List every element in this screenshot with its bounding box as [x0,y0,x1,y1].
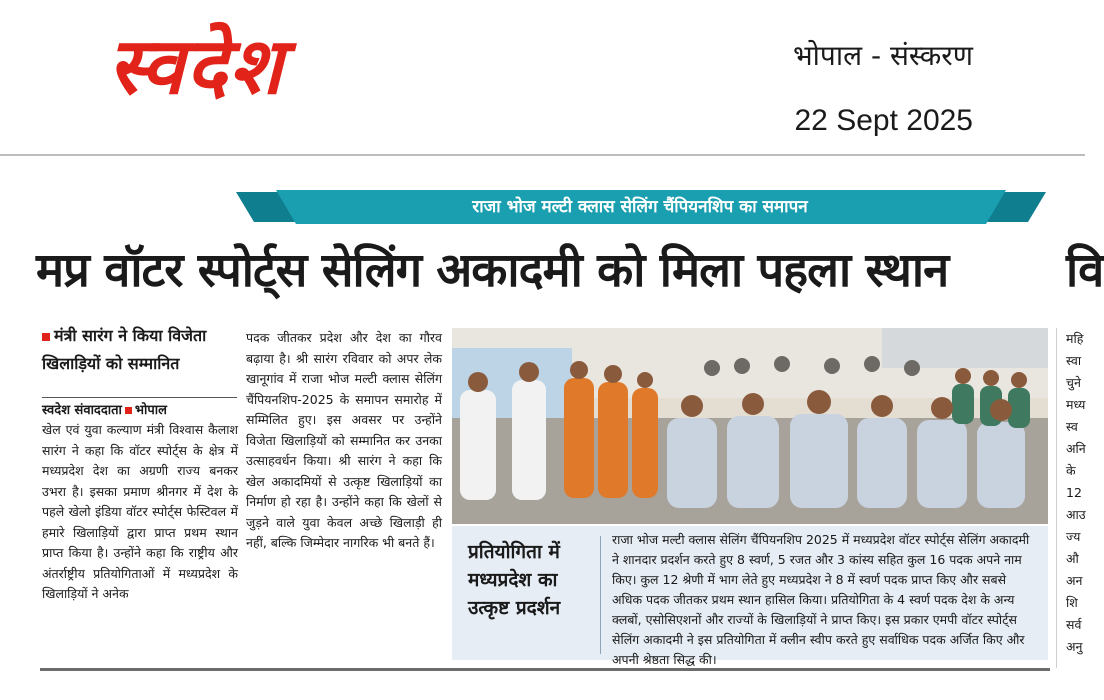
adjacent-headline-fragment: वि [1066,243,1104,298]
byline-city: भोपाल [134,403,167,418]
masthead-logo: स्वदेश [108,21,285,112]
article-headline: मप्र वॉटर स्पोर्ट्स सेलिंग अकादमी को मिला पहला स्थान [36,243,949,298]
bullet-square-icon [125,407,132,414]
bottom-divider [40,668,1050,671]
adjacent-line: स्वा [1066,353,1082,368]
group-photo [452,328,1048,524]
caption-text: राजा भोज मल्टी क्लास सेलिंग चैंपियनशिप 2025 में मध्यप्रदेश वॉटर स्पोर्ट्स सेलिंग अकादमी ने शानदार प्रदर्शन करते हुए 8 स्वर्ण, 5 रजत और 3 कांस्य सहित कुल 16 पदक अपने नाम किए। कुल 12 श्रेणी में भाग लेते हुए मध्यप्रदेश ने 8 में स्वर्ण पदक प्राप्त किए और सबसे अधिक पदक जीतकर प्रथम स्थान हासिल किया। प्रतियोगिता के 4 स्वर्ण पदक देश के अन्य क्लबों, एसोसिएशनों और राज्यों के खिलाड़ियों ने प्राप्त किए। इस प्रकार एमपी वॉटर स्पोर्ट्स सेलिंग अकादमी ने इस प्रतियोगिता में क्लीन स्वीप करते हुए सर्वाधिक पदक अर्जित किए और अपनी श्रेष्ठता सिद्ध की। [612,532,1030,667]
adjacent-line: स्व [1066,419,1078,434]
adjacent-line: अन [1066,573,1083,588]
adjacent-line: आउ [1066,507,1086,522]
group-photo-illustration [452,328,1048,524]
adjacent-line: 12 [1066,485,1082,500]
adjacent-line: महि [1066,331,1084,346]
caption-divider [600,536,601,654]
bullet-square-icon [42,333,50,341]
masthead-divider [0,154,1085,156]
adjacent-line: शि [1066,595,1078,610]
adjacent-line: औ [1066,551,1079,566]
article-kicker: राजा भोज मल्टी क्लास सेलिंग चैंपियनशिप का समापन [472,197,808,217]
adjacent-line: अनु [1066,639,1083,654]
byline-agency: स्वदेश संवाददाता [42,403,122,418]
adjacent-line: अनि [1066,441,1086,456]
article-body-column-2: पदक जीतकर प्रदेश और देश का गौरव बढ़ाया है। श्री सारंग रविवार को अपर लेक खानूगांव में राजा भोज मल्टी क्लास सेलिंग चैंपियनशिप-2025 के समापन समारोह में सम्मिलित हुए। इस अवसर पर उन्होंने विजेता खिलाड़ियों को सम्मानित कर उनका उत्साहवर्धन किया। श्री सारंग ने कहा कि खेल अकादमियों से उत्कृष्ट खिलाड़ियों का निर्माण हो रहा है। उन्होंने कहा कि खेलों से जुड़ने वाले युवा केवल अच्छे खिलाड़ी ही नहीं, बल्कि जिम्मेदार नागरिक भी बनते हैं। [246,330,442,550]
adjacent-article-fragment [1066,328,1086,658]
byline [42,397,237,418]
adjacent-line: ज्य [1066,529,1081,544]
column-divider [1056,328,1057,668]
edition-date: 22 Sept 2025 [794,104,973,137]
adjacent-line: चुने [1066,375,1081,390]
adjacent-line: मध्य [1066,397,1086,412]
article-subhead [42,322,232,378]
article-body-column-1: खेल एवं युवा कल्याण मंत्री विश्वास कैलाश सारंग ने कहा कि वॉटर स्पोर्ट्स के क्षेत्र में मध्यप्रदेश देश का अग्रणी राज्य बनकर उभरा है। इसका प्रमाण श्रीनगर में देश के पहले खेलो इंडिया वॉटर स्पोर्ट्स फेस्टिवल में हमारे खिलाड़ियों द्वारा प्राप्त प्रथम स्थान प्राप्त किया है। उन्होंने कहा कि राष्ट्रीय और अंतर्राष्ट्रीय प्रतियोगिताओं में मध्यप्रदेश के खिलाड़ियों ने अनेक [42,422,238,601]
adjacent-line: सर्व [1066,617,1082,632]
adjacent-line: के [1066,463,1076,478]
edition-label: भोपाल - संस्करण [792,39,973,72]
caption-title: प्रतियोगिता में मध्यप्रदेश का उत्कृष्ट प्रदर्शन [468,541,561,619]
subhead-text: मंत्री सारंग ने किया विजेता खिलाड़ियों को सम्मानित [42,326,207,373]
